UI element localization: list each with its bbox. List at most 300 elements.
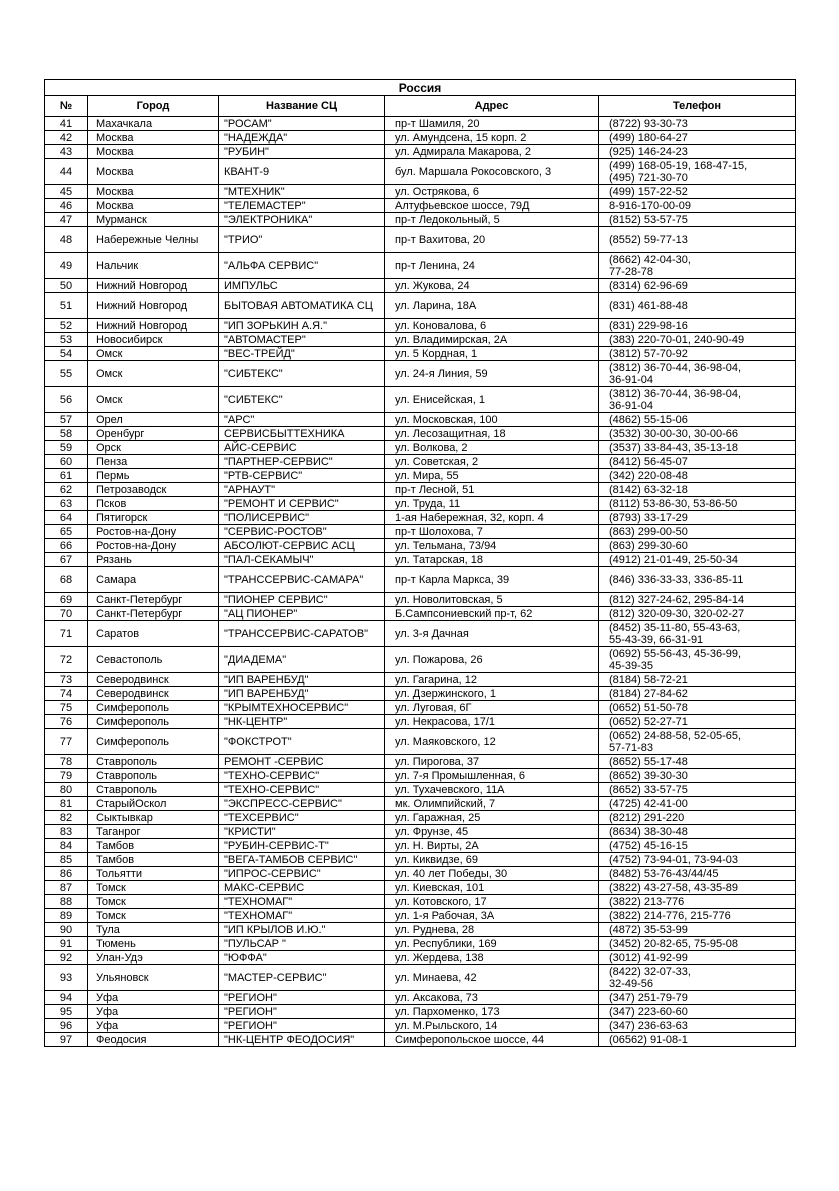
- row-number: 88: [45, 895, 88, 909]
- row-phone: [599, 293, 796, 319]
- row-center-name: "ИП ВАРЕНБУД": [219, 673, 385, 687]
- row-address: бул. Маршала Рокосовского, 3: [385, 159, 599, 185]
- table-row: [45, 1005, 796, 1019]
- row-number: 79: [45, 769, 88, 783]
- row-address: ул. 1-я Рабочая, 3А: [385, 909, 599, 923]
- phone-line: (3532) 30-00-30, 30-00-66: [609, 427, 739, 440]
- row-phone: [599, 715, 796, 729]
- row-phone: [599, 213, 796, 227]
- table-row: [45, 213, 796, 227]
- row-address: ул. Енисейская, 1: [385, 387, 599, 413]
- row-city: Самара: [88, 567, 219, 593]
- row-city: Симферополь: [88, 715, 219, 729]
- row-number: 84: [45, 839, 88, 853]
- row-number: 47: [45, 213, 88, 227]
- row-city: Санкт-Петербург: [88, 607, 219, 621]
- row-address: ул. Владимирская, 2А: [385, 333, 599, 347]
- table-row: [45, 909, 796, 923]
- row-number: 46: [45, 199, 88, 213]
- row-address: пр-т Шолохова, 7: [385, 525, 599, 539]
- row-number: 43: [45, 145, 88, 159]
- phone-line: (383) 220-70-01, 240-90-49: [609, 333, 745, 346]
- phone-line: (4872) 35-53-99: [609, 923, 688, 936]
- header-city: Город: [88, 96, 219, 117]
- row-city: Симферополь: [88, 729, 219, 755]
- row-phone: [599, 117, 796, 131]
- row-center-name: КВАНТ-9: [219, 159, 385, 185]
- phone-line: 36-91-04: [609, 399, 654, 412]
- table-title-row: [45, 80, 796, 96]
- table-row: [45, 455, 796, 469]
- row-center-name: "ТЕХНОМАГ": [219, 895, 385, 909]
- phone-line: (8634) 38-30-48: [609, 825, 688, 838]
- table-row: [45, 593, 796, 607]
- row-phone: [599, 427, 796, 441]
- row-number: 63: [45, 497, 88, 511]
- row-phone: [599, 867, 796, 881]
- table-row: [45, 769, 796, 783]
- row-number: 53: [45, 333, 88, 347]
- row-address: пр-т Карла Маркса, 39: [385, 567, 599, 593]
- phone-line: (4862) 55-15-06: [609, 413, 688, 426]
- row-city: Омск: [88, 361, 219, 387]
- phone-line: (347) 251-79-79: [609, 991, 688, 1004]
- table-row: [45, 923, 796, 937]
- phone-line: (863) 299-30-60: [609, 539, 688, 552]
- row-number: 70: [45, 607, 88, 621]
- row-number: 90: [45, 923, 88, 937]
- table-row: [45, 293, 796, 319]
- row-center-name: "НК-ЦЕНТР": [219, 715, 385, 729]
- row-number: 54: [45, 347, 88, 361]
- row-phone: [599, 621, 796, 647]
- row-center-name: "ДИАДЕМА": [219, 647, 385, 673]
- phone-line: 77-28-78: [609, 265, 654, 278]
- row-center-name: "ЭЛЕКТРОНИКА": [219, 213, 385, 227]
- phone-line: (3537) 33-84-43, 35-13-18: [609, 441, 739, 454]
- table-row: [45, 539, 796, 553]
- row-number: 56: [45, 387, 88, 413]
- row-center-name: "РЕГИОН": [219, 991, 385, 1005]
- row-address: ул. Пирогова, 37: [385, 755, 599, 769]
- row-center-name: "РОСАМ": [219, 117, 385, 131]
- row-address: ул. М.Рыльского, 14: [385, 1019, 599, 1033]
- row-phone: [599, 455, 796, 469]
- row-phone: [599, 145, 796, 159]
- row-phone: [599, 811, 796, 825]
- table-row: [45, 441, 796, 455]
- row-phone: [599, 647, 796, 673]
- row-phone: [599, 511, 796, 525]
- phone-line: (3822) 213-776: [609, 895, 685, 908]
- row-phone: [599, 895, 796, 909]
- row-city: Махачкала: [88, 117, 219, 131]
- row-city: Тольятти: [88, 867, 219, 881]
- row-center-name: "РЕГИОН": [219, 1005, 385, 1019]
- row-number: 50: [45, 279, 88, 293]
- phone-line: (925) 146-24-23: [609, 145, 688, 158]
- row-phone: [599, 441, 796, 455]
- row-center-name: "АВТОМАСТЕР": [219, 333, 385, 347]
- row-phone: [599, 839, 796, 853]
- row-address: ул. Татарская, 18: [385, 553, 599, 567]
- row-address: пр-т Вахитова, 20: [385, 227, 599, 253]
- row-phone: [599, 319, 796, 333]
- phone-line: 8-916-170-00-09: [609, 199, 691, 212]
- row-center-name: "ЭКСПРЕСС-СЕРВИС": [219, 797, 385, 811]
- table-row: [45, 117, 796, 131]
- phone-line: (8152) 53-57-75: [609, 213, 688, 226]
- row-city: Новосибирск: [88, 333, 219, 347]
- row-address: пр-т Ледокольный, 5: [385, 213, 599, 227]
- phone-line: (8184) 58-72-21: [609, 673, 688, 686]
- row-phone: [599, 1019, 796, 1033]
- row-address: ул. Пожарова, 26: [385, 647, 599, 673]
- row-number: 96: [45, 1019, 88, 1033]
- phone-line: (8482) 53-76-43/44/45: [609, 867, 719, 880]
- row-number: 94: [45, 991, 88, 1005]
- table-row: [45, 347, 796, 361]
- row-number: 83: [45, 825, 88, 839]
- row-center-name: "ТЕХНОМАГ": [219, 909, 385, 923]
- table-row: [45, 839, 796, 853]
- row-phone: [599, 769, 796, 783]
- row-address: ул. Фрунзе, 45: [385, 825, 599, 839]
- header-address: Адрес: [385, 96, 599, 117]
- row-number: 91: [45, 937, 88, 951]
- phone-line: (812) 327-24-62, 295-84-14: [609, 593, 745, 606]
- row-city: Ростов-на-Дону: [88, 539, 219, 553]
- table-row: [45, 825, 796, 839]
- table-row: [45, 525, 796, 539]
- row-city: Пенза: [88, 455, 219, 469]
- row-address: ул. Жукова, 24: [385, 279, 599, 293]
- row-address: ул. Труда, 11: [385, 497, 599, 511]
- row-city: Томск: [88, 909, 219, 923]
- row-number: 69: [45, 593, 88, 607]
- phone-line: (499) 157-22-52: [609, 185, 688, 198]
- phone-line: (347) 223-60-60: [609, 1005, 688, 1018]
- phone-line: (4725) 42-41-00: [609, 797, 688, 810]
- row-number: 74: [45, 687, 88, 701]
- row-number: 52: [45, 319, 88, 333]
- row-address: ул. Новолитовская, 5: [385, 593, 599, 607]
- phone-line: (342) 220-08-48: [609, 469, 688, 482]
- table-row: [45, 145, 796, 159]
- phone-line: 36-91-04: [609, 373, 654, 386]
- row-city: Ставрополь: [88, 783, 219, 797]
- row-phone: [599, 413, 796, 427]
- table-row: [45, 279, 796, 293]
- phone-line: (8314) 62-96-69: [609, 279, 688, 292]
- row-city: Москва: [88, 199, 219, 213]
- row-phone: [599, 347, 796, 361]
- table-row: [45, 701, 796, 715]
- row-city: Таганрог: [88, 825, 219, 839]
- row-phone: [599, 923, 796, 937]
- row-number: 76: [45, 715, 88, 729]
- phone-line: (495) 721-30-70: [609, 171, 688, 184]
- row-address: Б.Сампсониевский пр-т, 62: [385, 607, 599, 621]
- phone-line: (8793) 33-17-29: [609, 511, 688, 524]
- table-row: [45, 607, 796, 621]
- row-city: Севастополь: [88, 647, 219, 673]
- row-number: 92: [45, 951, 88, 965]
- row-phone: [599, 825, 796, 839]
- row-address: ул. 24-я Линия, 59: [385, 361, 599, 387]
- row-center-name: "РУБИН-СЕРВИС-Т": [219, 839, 385, 853]
- row-phone: [599, 333, 796, 347]
- row-address: ул. Московская, 100: [385, 413, 599, 427]
- row-number: 65: [45, 525, 88, 539]
- row-number: 81: [45, 797, 88, 811]
- row-number: 68: [45, 567, 88, 593]
- phone-line: (4752) 73-94-01, 73-94-03: [609, 853, 739, 866]
- header-phone: Телефон: [599, 96, 796, 117]
- row-address: ул. Тельмана, 73/94: [385, 539, 599, 553]
- row-center-name: "ВЕС-ТРЕЙД": [219, 347, 385, 361]
- row-number: 89: [45, 909, 88, 923]
- row-city: Тула: [88, 923, 219, 937]
- row-phone: [599, 199, 796, 213]
- phone-line: (846) 336-33-33, 336-85-11: [609, 573, 744, 586]
- phone-line: (0652) 52-27-71: [609, 715, 688, 728]
- row-address: 1-ая Набережная, 32, корп. 4: [385, 511, 599, 525]
- row-address: ул. Минаева, 42: [385, 965, 599, 991]
- row-city: Уфа: [88, 1019, 219, 1033]
- row-address: ул. Острякова, 6: [385, 185, 599, 199]
- row-center-name: "ИП ЗОРЬКИН А.Я.": [219, 319, 385, 333]
- row-phone: [599, 755, 796, 769]
- row-center-name: МАКС-СЕРВИС: [219, 881, 385, 895]
- row-number: 72: [45, 647, 88, 673]
- table-row: [45, 469, 796, 483]
- phone-line: (499) 168-05-19, 168-47-15,: [609, 159, 748, 172]
- row-center-name: "ПИОНЕР СЕРВИС": [219, 593, 385, 607]
- row-address: ул. 7-я Промышленная, 6: [385, 769, 599, 783]
- row-number: 61: [45, 469, 88, 483]
- row-number: 77: [45, 729, 88, 755]
- row-number: 85: [45, 853, 88, 867]
- row-number: 45: [45, 185, 88, 199]
- row-address: ул. Луговая, 6Г: [385, 701, 599, 715]
- row-city: Нижний Новгород: [88, 279, 219, 293]
- row-number: 75: [45, 701, 88, 715]
- service-centers-table: [44, 79, 796, 1047]
- row-center-name: "ИПРОС-СЕРВИС": [219, 867, 385, 881]
- row-center-name: "ТРИО": [219, 227, 385, 253]
- phone-line: (3822) 43-27-58, 43-35-89: [609, 881, 739, 894]
- row-phone: [599, 185, 796, 199]
- phone-line: (0652) 24-88-58, 52-05-65,: [609, 729, 742, 742]
- row-city: Мурманск: [88, 213, 219, 227]
- row-city: Москва: [88, 145, 219, 159]
- table-row: [45, 497, 796, 511]
- row-center-name: "АРС": [219, 413, 385, 427]
- row-phone: [599, 607, 796, 621]
- row-address: ул. Пархоменко, 173: [385, 1005, 599, 1019]
- phone-line: (3452) 20-82-65, 75-95-08: [609, 937, 739, 950]
- row-address: пр-т Шамиля, 20: [385, 117, 599, 131]
- phone-line: (3812) 57-70-92: [609, 347, 688, 360]
- table-row: [45, 227, 796, 253]
- row-city: Ростов-на-Дону: [88, 525, 219, 539]
- row-number: 62: [45, 483, 88, 497]
- table-row: [45, 333, 796, 347]
- phone-line: (3012) 41-92-99: [609, 951, 688, 964]
- phone-line: (831) 229-98-16: [609, 319, 688, 332]
- row-number: 87: [45, 881, 88, 895]
- row-address: ул. Республики, 169: [385, 937, 599, 951]
- row-phone: [599, 159, 796, 185]
- row-center-name: "ТРАНССЕРВИС-САМАРА": [219, 567, 385, 593]
- phone-line: (3822) 214-776, 215-776: [609, 909, 731, 922]
- row-center-name: АБСОЛЮТ-СЕРВИС АСЦ: [219, 539, 385, 553]
- row-address: ул. Ларина, 18А: [385, 293, 599, 319]
- row-center-name: "РЕМОНТ И СЕРВИС": [219, 497, 385, 511]
- row-city: Пермь: [88, 469, 219, 483]
- row-number: 97: [45, 1033, 88, 1047]
- row-number: 55: [45, 361, 88, 387]
- row-address: ул. Мира, 55: [385, 469, 599, 483]
- row-phone: [599, 593, 796, 607]
- table-row: [45, 867, 796, 881]
- row-address: пр-т Ленина, 24: [385, 253, 599, 279]
- row-center-name: "НК-ЦЕНТР ФЕОДОСИЯ": [219, 1033, 385, 1047]
- row-center-name: "НАДЕЖДА": [219, 131, 385, 145]
- row-address: ул. Лесозащитная, 18: [385, 427, 599, 441]
- row-address: ул. Коновалова, 6: [385, 319, 599, 333]
- row-center-name: "АЦ ПИОНЕР": [219, 607, 385, 621]
- row-city: Омск: [88, 387, 219, 413]
- row-center-name: "РЕГИОН": [219, 1019, 385, 1033]
- row-phone: [599, 525, 796, 539]
- phone-line: (347) 236-63-63: [609, 1019, 688, 1032]
- row-center-name: "СИБТЕКС": [219, 387, 385, 413]
- row-city: Псков: [88, 497, 219, 511]
- row-city: Уфа: [88, 1005, 219, 1019]
- row-number: 49: [45, 253, 88, 279]
- row-address: ул. Маяковского, 12: [385, 729, 599, 755]
- row-phone: [599, 387, 796, 413]
- phone-line: (8552) 59-77-13: [609, 233, 688, 246]
- row-address: ул. Дзержинского, 1: [385, 687, 599, 701]
- table-row: [45, 647, 796, 673]
- row-city: Нальчик: [88, 253, 219, 279]
- phone-line: (8212) 291-220: [609, 811, 685, 824]
- row-phone: [599, 909, 796, 923]
- table-row: [45, 687, 796, 701]
- row-address: ул. Волкова, 2: [385, 441, 599, 455]
- row-city: Ульяновск: [88, 965, 219, 991]
- row-city: Ставрополь: [88, 755, 219, 769]
- table-row: [45, 755, 796, 769]
- row-number: 78: [45, 755, 88, 769]
- row-city: Уфа: [88, 991, 219, 1005]
- row-city: Оренбург: [88, 427, 219, 441]
- row-phone: [599, 965, 796, 991]
- row-center-name: "ТРАНССЕРВИС-САРАТОВ": [219, 621, 385, 647]
- phone-line: (4752) 45-16-15: [609, 839, 688, 852]
- table-row: [45, 991, 796, 1005]
- table-row: [45, 553, 796, 567]
- row-center-name: "МАСТЕР-СЕРВИС": [219, 965, 385, 991]
- phone-line: (8422) 32-07-33,: [609, 965, 691, 978]
- table-row: [45, 1033, 796, 1047]
- phone-line: (3812) 36-70-44, 36-98-04,: [609, 387, 742, 400]
- row-address: мк. Олимпийский, 7: [385, 797, 599, 811]
- row-number: 58: [45, 427, 88, 441]
- table-row: [45, 413, 796, 427]
- table-body: [45, 117, 796, 1047]
- row-center-name: "ПОЛИСЕРВИС": [219, 511, 385, 525]
- row-number: 82: [45, 811, 88, 825]
- row-address: ул. Н. Вирты, 2А: [385, 839, 599, 853]
- header-center-name: Название СЦ: [219, 96, 385, 117]
- row-center-name: "ФОКСТРОТ": [219, 729, 385, 755]
- row-phone: [599, 1033, 796, 1047]
- phone-line: (8662) 42-04-30,: [609, 253, 691, 266]
- row-center-name: "АЛЬФА СЕРВИС": [219, 253, 385, 279]
- row-phone: [599, 553, 796, 567]
- row-city: Орск: [88, 441, 219, 455]
- phone-line: 57-71-83: [609, 741, 654, 754]
- row-center-name: "РТВ-СЕРВИС": [219, 469, 385, 483]
- row-center-name: БЫТОВАЯ АВТОМАТИКА СЦ: [219, 293, 385, 319]
- row-address: ул. 40 лет Победы, 30: [385, 867, 599, 881]
- row-phone: [599, 991, 796, 1005]
- row-address: ул. Котовского, 17: [385, 895, 599, 909]
- row-number: 66: [45, 539, 88, 553]
- row-number: 42: [45, 131, 88, 145]
- row-number: 59: [45, 441, 88, 455]
- row-center-name: СЕРВИСБЫТТЕХНИКА: [219, 427, 385, 441]
- table-row: [45, 853, 796, 867]
- row-center-name: "ТЕХНО-СЕРВИС": [219, 769, 385, 783]
- row-city: Улан-Удэ: [88, 951, 219, 965]
- phone-line: (8112) 53-86-30, 53-86-50: [609, 497, 738, 510]
- table-row: [45, 511, 796, 525]
- row-center-name: "ЮФФА": [219, 951, 385, 965]
- row-city: Феодосия: [88, 1033, 219, 1047]
- phone-line: (8452) 35-11-80, 55-43-63,: [609, 621, 741, 634]
- row-city: Нижний Новгород: [88, 319, 219, 333]
- row-number: 95: [45, 1005, 88, 1019]
- row-address: ул. Гаражная, 25: [385, 811, 599, 825]
- table-row: [45, 811, 796, 825]
- row-city: Москва: [88, 131, 219, 145]
- row-phone: [599, 253, 796, 279]
- row-address: пр-т Лесной, 51: [385, 483, 599, 497]
- row-phone: [599, 483, 796, 497]
- phone-line: (8722) 93-30-73: [609, 117, 688, 130]
- row-center-name: АЙС-СЕРВИС: [219, 441, 385, 455]
- row-center-name: "ПУЛЬСАР ": [219, 937, 385, 951]
- row-number: 64: [45, 511, 88, 525]
- row-city: Саратов: [88, 621, 219, 647]
- row-phone: [599, 1005, 796, 1019]
- phone-line: (0652) 51-50-78: [609, 701, 688, 714]
- row-center-name: "РУБИН": [219, 145, 385, 159]
- row-city: Набережные Челны: [88, 227, 219, 253]
- row-number: 41: [45, 117, 88, 131]
- row-phone: [599, 951, 796, 965]
- row-center-name: "ПАЛ-СЕКАМЫЧ": [219, 553, 385, 567]
- table-row: [45, 895, 796, 909]
- row-center-name: "МТЕХНИК": [219, 185, 385, 199]
- row-address: ул. 3-я Дачная: [385, 621, 599, 647]
- row-number: 60: [45, 455, 88, 469]
